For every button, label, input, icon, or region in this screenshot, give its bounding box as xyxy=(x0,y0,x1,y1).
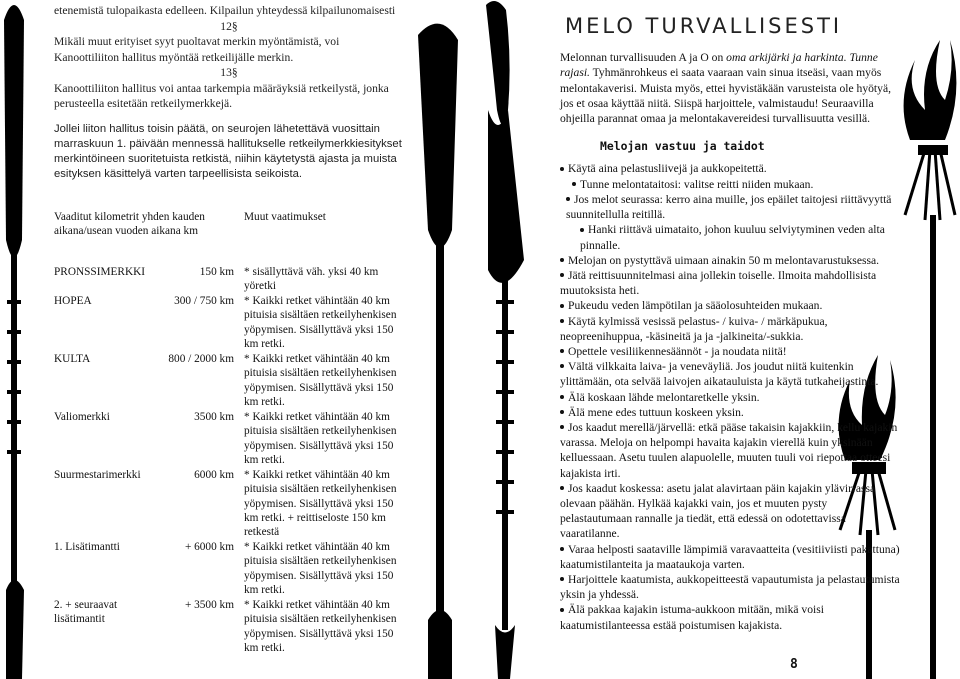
paddle-center-icon xyxy=(418,24,458,679)
badge-distance: 800 / 2000 km xyxy=(168,352,234,365)
list-item: Jätä reittisuunnitelmasi aina jollekin toiselle. Ilmoita mahdollisista muutoksista heti. xyxy=(560,268,877,298)
bullet-icon xyxy=(560,410,564,414)
table-row xyxy=(54,265,404,294)
list-item: Älä koskaan lähde melontaretkelle yksin. xyxy=(560,390,900,405)
bullet-icon xyxy=(560,273,564,277)
badge-requirement: * Kaikki retket vähintään 40 km pituisia sisältäen retkeilyhenkisen yöpymisen. Sisällyttävä yksi 150 km retki. xyxy=(244,540,397,597)
bullet-icon xyxy=(560,319,564,323)
table-row xyxy=(54,352,404,410)
badge-name: 1. Lisätimantti xyxy=(54,540,120,553)
bullet-icon xyxy=(560,425,564,429)
table-row xyxy=(54,468,404,540)
badge-distance: + 6000 km xyxy=(184,540,234,553)
paddle-right-page-icon xyxy=(486,1,524,679)
list-item: Käytä aina pelastusliivejä ja aukkopeitettä. xyxy=(560,161,900,176)
list-item: Jos kaadut merellä/järvellä: etkä pääse takaisin kajakkiin, kellu kajakin varassa. Meloja on helpompi havaita kajakin vierellä kuin yksinään kelluessaan. Asetu tuulen alapuolelle, muuten tuuli voi riepottaa otteesi kajakista irti. xyxy=(560,420,898,480)
list-item: Harjoittele kaatumista, aukkopeitteestä vapautumista ja pelastautumista yksin ja yhdessä. xyxy=(560,572,900,602)
list-item: Jos melot seurassa: kerro aina muille, jos epäilet taitojesi riittävyyttä suunnitellulla reitillä. xyxy=(566,192,892,222)
list-item: Älä pakkaa kajakin istuma-aukkoon mitään, mikä voisi kaatumistilanteessa estää poistumisen kajakista. xyxy=(560,603,824,632)
bullet-icon xyxy=(560,349,564,353)
section-12-heading: 12§ xyxy=(220,19,238,33)
badge-name: PRONSSIMERKKI xyxy=(54,265,146,278)
bullet-icon xyxy=(572,182,576,186)
intro-italic: oma arkijärki ja harkinta. Tunne rajasi. xyxy=(560,51,878,80)
table-row xyxy=(54,598,404,656)
bullet-icon xyxy=(566,197,570,201)
bullet-icon xyxy=(560,258,564,262)
paddle-left-edge-icon xyxy=(4,5,24,679)
bullet-icon xyxy=(560,486,564,490)
badge-distance: 150 km xyxy=(199,265,234,278)
badge-name: Suurmestarimerkki xyxy=(54,468,141,481)
table-row xyxy=(54,294,404,352)
left-page-text xyxy=(54,3,404,183)
badge-distance: + 3500 km xyxy=(184,598,234,611)
intro-text-2: Tyhmänrohkeus ei saata vaaraan vain sinua itseäsi, vaan myös melontakaverisi. Muista myös, ettei hyvistäkään varusteista ole hyötyä, jos et osaa käyttää niitä. Siispä harjoittele, valmistaudu! Seuraavilla ohjeilla parannat omaa ja melontakavereidesi turvallisuutta vesillä. xyxy=(560,66,891,126)
list-item: Älä mene edes tuttuun koskeen yksin. xyxy=(560,405,900,420)
bullet-icon xyxy=(560,577,564,581)
list-item: Vältä vilkkaita laiva- ja veneväyliä. Jos joudut niitä kuitenkin ylittämään, ota selvää laivojen aikatauluista ja käytä tutkaheijastinta. xyxy=(560,360,879,389)
bullet-icon xyxy=(560,547,564,551)
left-note: Jollei liiton hallitus toisin päätä, on seurojen lähetettävä vuosittain marraskuun 1. päivään mennessä hallitukselle retkeilymerkkiesitykset merkintöineen suoritetuista retkistä, niihin käytetystä ajasta ja muista esityksen käsittelyä varten tarpeellisista seikoista. xyxy=(54,122,402,181)
section-13-heading: 13§ xyxy=(220,66,238,79)
bullet-icon xyxy=(560,395,564,399)
list-item: Opettele vesiliikennesäännöt - ja noudata niitä! xyxy=(560,344,900,359)
right-page xyxy=(560,14,900,633)
badge-requirement: * Kaikki retket vähintään 40 km pituisia sisältäen retkeilyhenkisen yöpymisen. Sisällyttävä yksi 150 km retki. xyxy=(244,294,397,351)
list-item: Käytä kylmissä vesissä pelastus- / kuiva- / märkäpukua, neopreenihuppua, -käsineitä ja ja -jalkineita/-sukkia. xyxy=(560,314,828,343)
table-row xyxy=(54,410,404,468)
col-header-km: Vaaditut kilometrit yhden kauden aikana/usean vuoden aikana km xyxy=(54,211,205,238)
badge-requirement: * Kaikki retket vähintään 40 km pituisia sisältäen retkeilyhenkisen yöpymisen. Sisällyttävä yksi 150 km retki. xyxy=(244,410,397,467)
badge-name: 2. + seuraavat lisätimantit xyxy=(54,598,118,626)
safety-list xyxy=(560,161,900,632)
section-subtitle: Melojan vastuu ja taidot xyxy=(600,139,765,154)
badge-requirement: * Kaikki retket vähintään 40 km pituisia sisältäen retkeilyhenkisen yöpymisen. Sisällyttävä yksi 150 km retki. + reittiseloste 150 km retkestä xyxy=(244,468,397,539)
bullet-icon xyxy=(560,167,564,171)
badge-name: Valiomerkki xyxy=(54,410,110,423)
left-para-1: etenemistä tulopaikasta edelleen. Kilpailun yhteydessä kilpailunomaisesti xyxy=(54,4,396,17)
bullet-icon xyxy=(560,608,564,612)
badge-requirement: * Kaikki retket vähintään 40 km pituisia sisältäen retkeilyhenkisen yöpymisen. Sisällyttävä yksi 150 km retki. xyxy=(244,598,397,655)
left-para-2: Mikäli muut erityiset syyt puoltavat merkin myöntämistä, voi Kanoottiliiton hallitus myöntää retkeilijälle merkin. xyxy=(54,35,340,64)
badge-distance: 300 / 750 km xyxy=(174,294,234,307)
page-title: MELO TURVALLISESTI xyxy=(565,14,843,38)
table-row xyxy=(54,540,404,598)
list-item: Varaa helposti saataville lämpimiä varavaatteita (vesitiiviisti pakattuna) kaatumistilanteita ja maataukoja varten. xyxy=(560,542,900,571)
badge-name: KULTA xyxy=(54,352,91,365)
badge-name: HOPEA xyxy=(54,294,92,307)
badge-requirement: * Kaikki retket vähintään 40 km pituisia sisältäen retkeilyhenkisen yöpymisen. Sisällyttävä yksi 150 km retki. xyxy=(244,352,397,409)
bullet-icon xyxy=(560,304,564,308)
bullet-icon xyxy=(560,364,564,368)
badge-requirement: * sisällyttävä väh. yksi 40 km yöretki xyxy=(244,265,379,293)
list-item: Hanki riittävä uimataito, johon kuuluu selviytyminen veden alta pinnalle. xyxy=(580,223,885,252)
list-item: Jos kaadut koskessa: asetu jalat alavirtaan päin kajakin ylävirrassa olevaan päähän. Hylkää kajakki vain, jos et muuten pysty pelastautumaan rannalle ja tiedät, että edessä on odotettavissa vaaratilanne. xyxy=(560,481,876,541)
intro-paragraph xyxy=(560,50,900,126)
col-header-requirements: Muut vaatimukset xyxy=(244,211,326,223)
bullet-icon xyxy=(580,228,584,232)
badge-distance: 3500 km xyxy=(194,410,234,423)
list-item: Melojan on pystyttävä uimaan ainakin 50 m melontavarustuksessa. xyxy=(560,253,900,268)
badge-distance: 6000 km xyxy=(194,468,234,481)
requirements-table xyxy=(54,210,404,656)
list-item: Pukeudu veden lämpötilan ja sääolosuhteiden mukaan. xyxy=(560,298,900,313)
page-number: 8 xyxy=(790,657,798,672)
intro-text-1: Melonnan turvallisuuden A ja O on xyxy=(560,51,727,64)
torch-top-right-icon xyxy=(904,40,957,679)
table-header xyxy=(54,210,404,239)
left-para-3: Kanoottiliiton hallitus voi antaa tarkempia määräyksiä retkeilystä, jonka perusteella esitetään retkeilymerkkejä. xyxy=(54,81,389,110)
list-item: Tunne melontataitosi: valitse reitti niiden mukaan. xyxy=(560,177,900,192)
